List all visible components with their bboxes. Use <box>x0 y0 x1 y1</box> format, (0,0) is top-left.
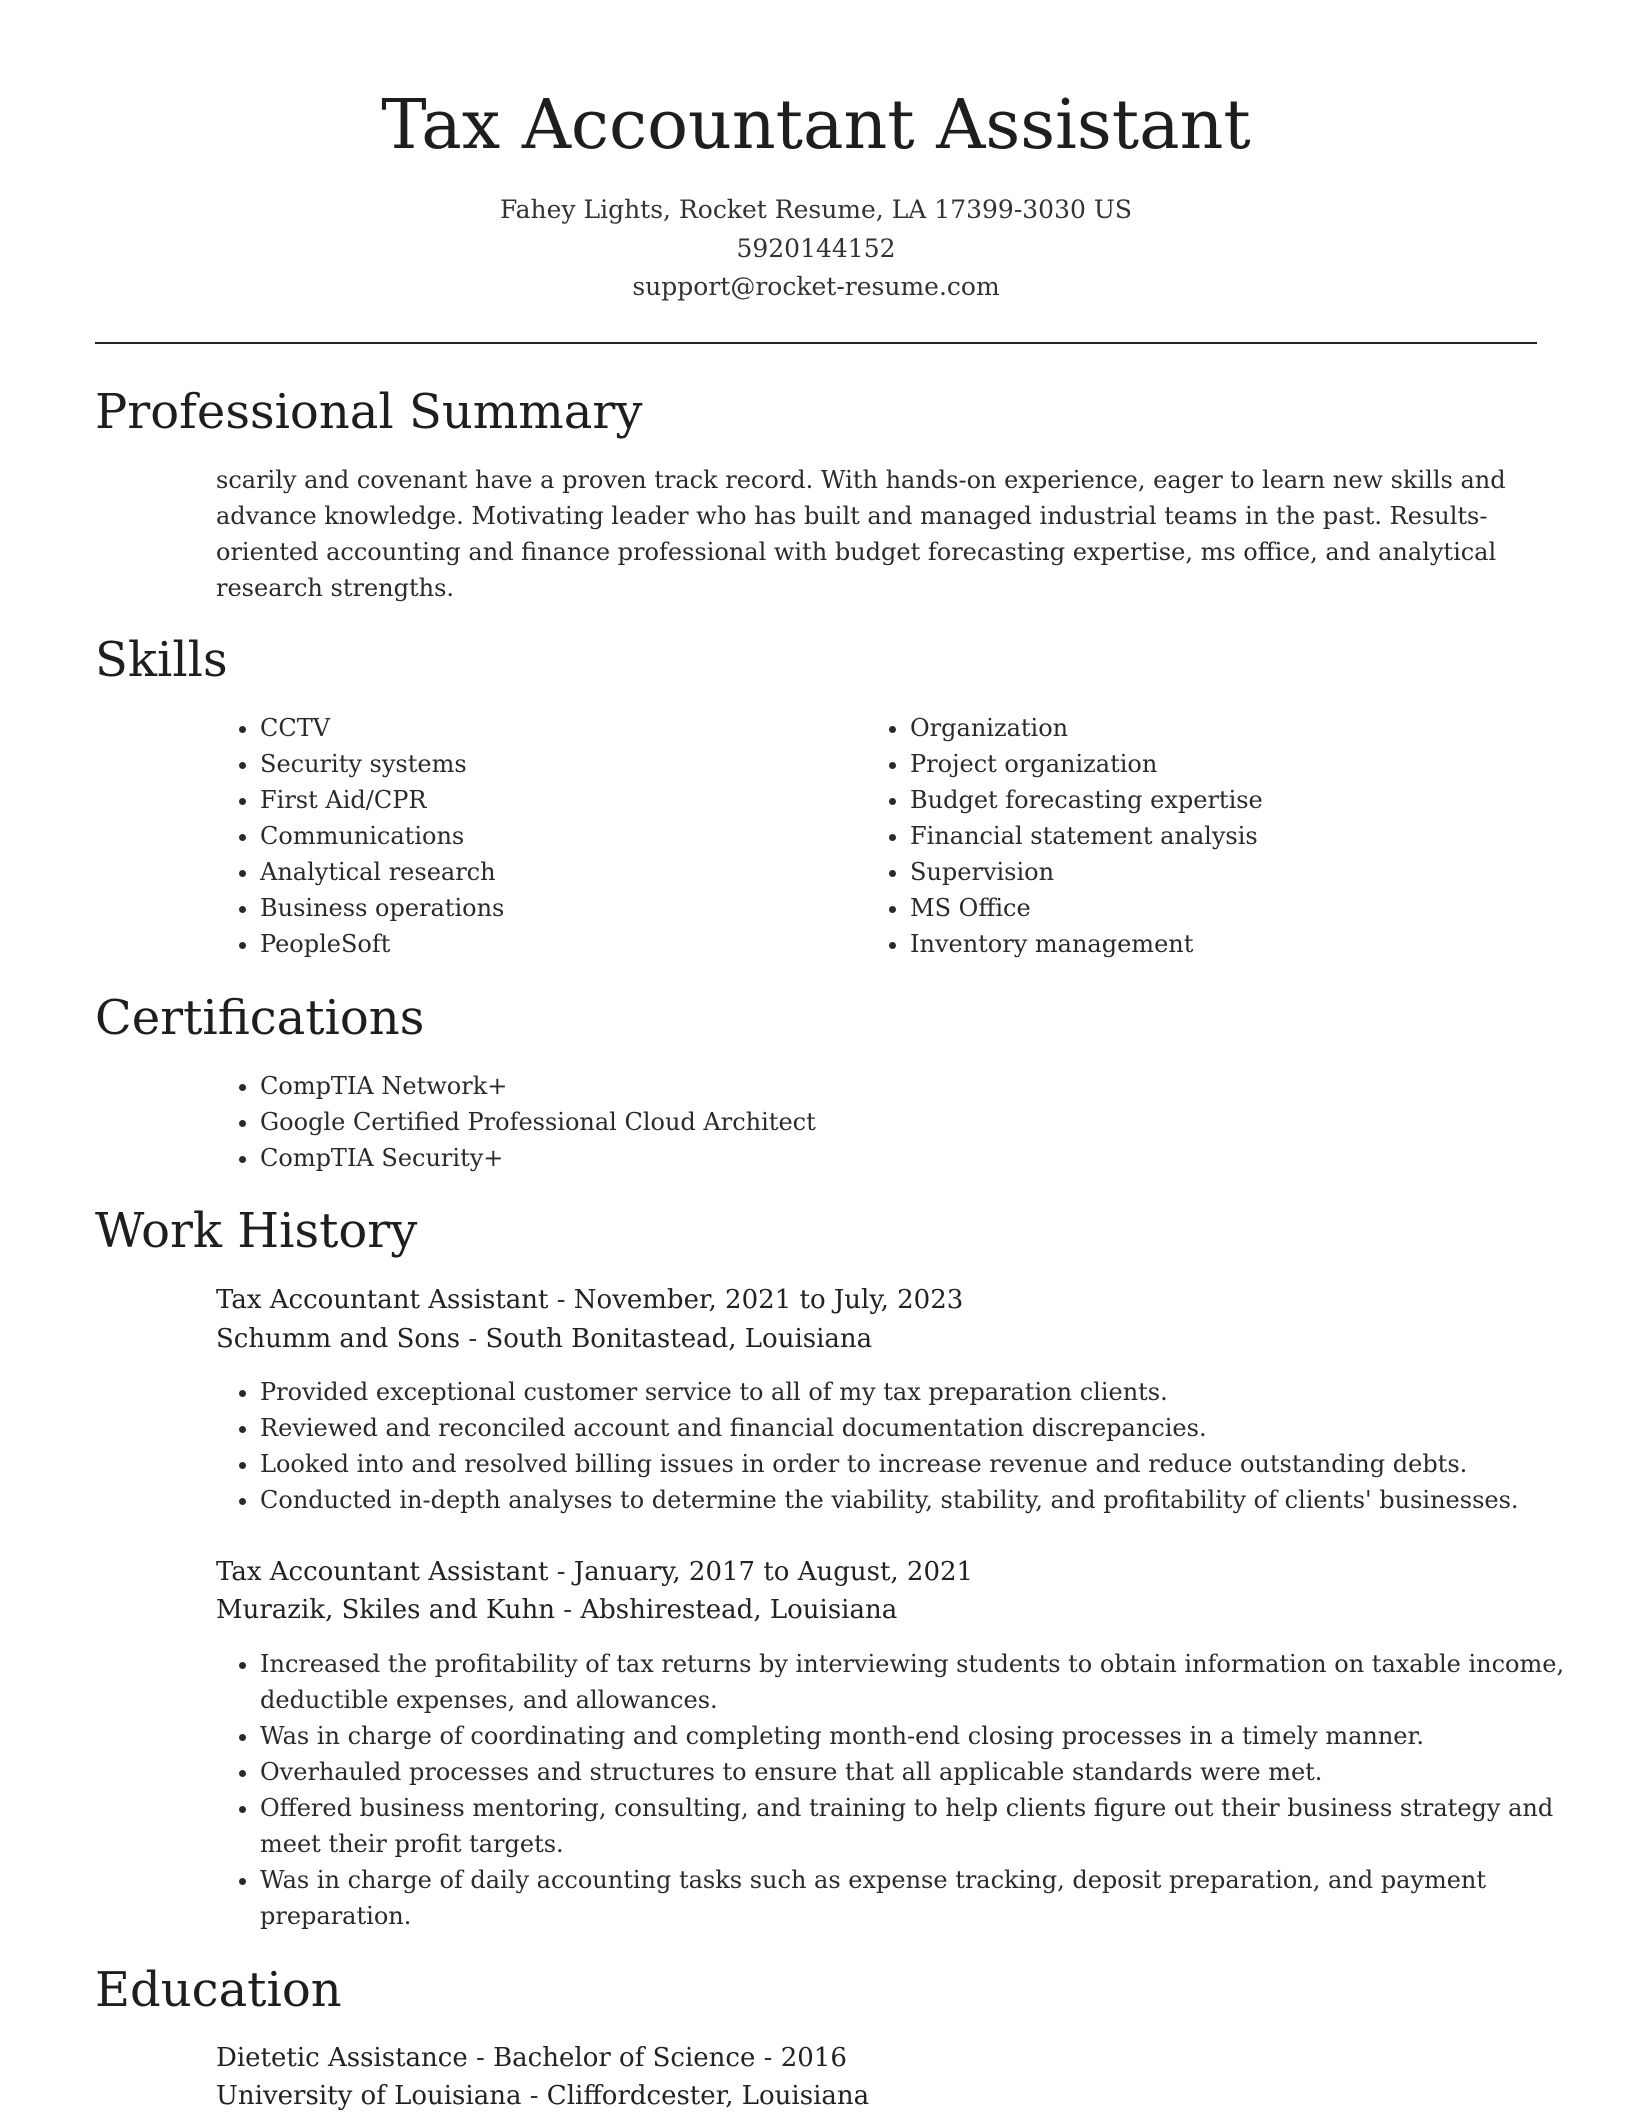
separator: - <box>555 1595 581 1625</box>
education-year: 2016 <box>780 2043 847 2073</box>
list-item: • Business operations <box>260 890 820 926</box>
job-company: Murazik, Skiles and Kuhn <box>216 1595 556 1625</box>
contact-phone: 5920144152 <box>736 234 896 263</box>
certifications-list <box>216 1068 1560 1176</box>
list-item: • PeopleSoft <box>260 926 820 962</box>
job-company: Schumm and Sons <box>216 1324 461 1354</box>
list-item: • Was in charge of coordinating and completing month-end closing processes in a timely manner. <box>260 1718 1590 1754</box>
list-item: • Supervision <box>910 854 1550 890</box>
summary-text: scarily and covenant have a proven track record. With hands-on experience, eager to learn new skills and advance knowledge. Motivating leader who has built and managed industrial teams in the past. Results-oriented accounting and finance professional with budget forecasting expertise, ms office, and analytical research strengths. <box>216 466 1506 602</box>
list-item: • Inventory management <box>910 926 1550 962</box>
list-item: • MS Office <box>910 890 1550 926</box>
list-item: • Organization <box>910 710 1550 746</box>
list-item: • Financial statement analysis <box>910 818 1550 854</box>
list-item: • Security systems <box>260 746 820 782</box>
list-item: • Conducted in-depth analyses to determine the viability, stability, and profitability of clients' businesses. <box>260 1482 1590 1518</box>
separator: - <box>467 2043 494 2073</box>
separator: - <box>755 2043 781 2073</box>
list-item: • CompTIA Network+ <box>260 1068 1560 1104</box>
job-company-line <box>216 1320 872 1358</box>
summary-heading: Professional Summary <box>95 384 643 440</box>
list-item: • Budget forecasting expertise <box>910 782 1550 818</box>
contact-email: support@rocket-resume.com <box>632 272 1000 301</box>
separator: - <box>460 1324 486 1354</box>
education-location: Cliffordcester, Louisiana <box>546 2081 870 2111</box>
contact-address: Fahey Lights, Rocket Resume, LA 17399-3030 US <box>499 195 1133 224</box>
separator: - <box>548 1557 574 1587</box>
list-item: • Offered business mentoring, consulting, and training to help clients figure out their business strategy and meet their profit targets. <box>260 1790 1590 1862</box>
work-history-heading: Work History <box>95 1203 418 1259</box>
list-item: • Increased the profitability of tax returns by interviewing students to obtain information on taxable income, deductible expenses, and allowances. <box>260 1646 1590 1718</box>
job-bullets <box>216 1374 1590 1518</box>
list-item: • Overhauled processes and structures to ensure that all applicable standards were met. <box>260 1754 1590 1790</box>
skills-heading: Skills <box>95 632 228 688</box>
education-heading: Education <box>95 1962 342 2018</box>
list-item: • CCTV <box>260 710 820 746</box>
job-title-line <box>216 1553 973 1591</box>
list-item: • Reviewed and reconciled account and financial documentation discrepancies. <box>260 1410 1590 1446</box>
education-degree: Bachelor of Science <box>493 2043 756 2073</box>
education-degree-line <box>216 2039 847 2077</box>
education-field: Dietetic Assistance <box>216 2043 468 2073</box>
certifications-heading: Certifications <box>95 990 425 1046</box>
job-location: Abshirestead, Louisiana <box>580 1595 898 1625</box>
education-school-line <box>216 2077 869 2115</box>
job-dates: November, 2021 to July, 2023 <box>573 1285 964 1315</box>
separator: - <box>521 2081 547 2111</box>
list-item: • Was in charge of daily accounting tasks such as expense tracking, deposit preparation, and payment preparation. <box>260 1862 1590 1934</box>
skills-list-right <box>866 710 1550 962</box>
list-item: • Provided exceptional customer service to all of my tax preparation clients. <box>260 1374 1590 1410</box>
job-dates: January, 2017 to August, 2021 <box>573 1557 974 1587</box>
list-item: • First Aid/CPR <box>260 782 820 818</box>
list-item: • Google Certified Professional Cloud Architect <box>260 1104 1560 1140</box>
job-title-line <box>216 1281 963 1319</box>
list-item: • CompTIA Security+ <box>260 1140 1560 1176</box>
job-company-line <box>216 1591 897 1629</box>
job-title: Tax Accountant Assistant <box>216 1557 549 1587</box>
resume-title: Tax Accountant Assistant <box>381 86 1251 165</box>
list-item: • Analytical research <box>260 854 820 890</box>
education-school: University of Louisiana <box>216 2081 522 2111</box>
list-item: • Looked into and resolved billing issues in order to increase revenue and reduce outstanding debts. <box>260 1446 1590 1482</box>
separator: - <box>548 1285 574 1315</box>
header-divider <box>95 342 1537 344</box>
list-item: • Communications <box>260 818 820 854</box>
job-title: Tax Accountant Assistant <box>216 1285 549 1315</box>
skills-list-left <box>216 710 820 962</box>
job-bullets <box>216 1646 1590 1934</box>
list-item: • Project organization <box>910 746 1550 782</box>
job-location: South Bonitastead, Louisiana <box>485 1324 873 1354</box>
